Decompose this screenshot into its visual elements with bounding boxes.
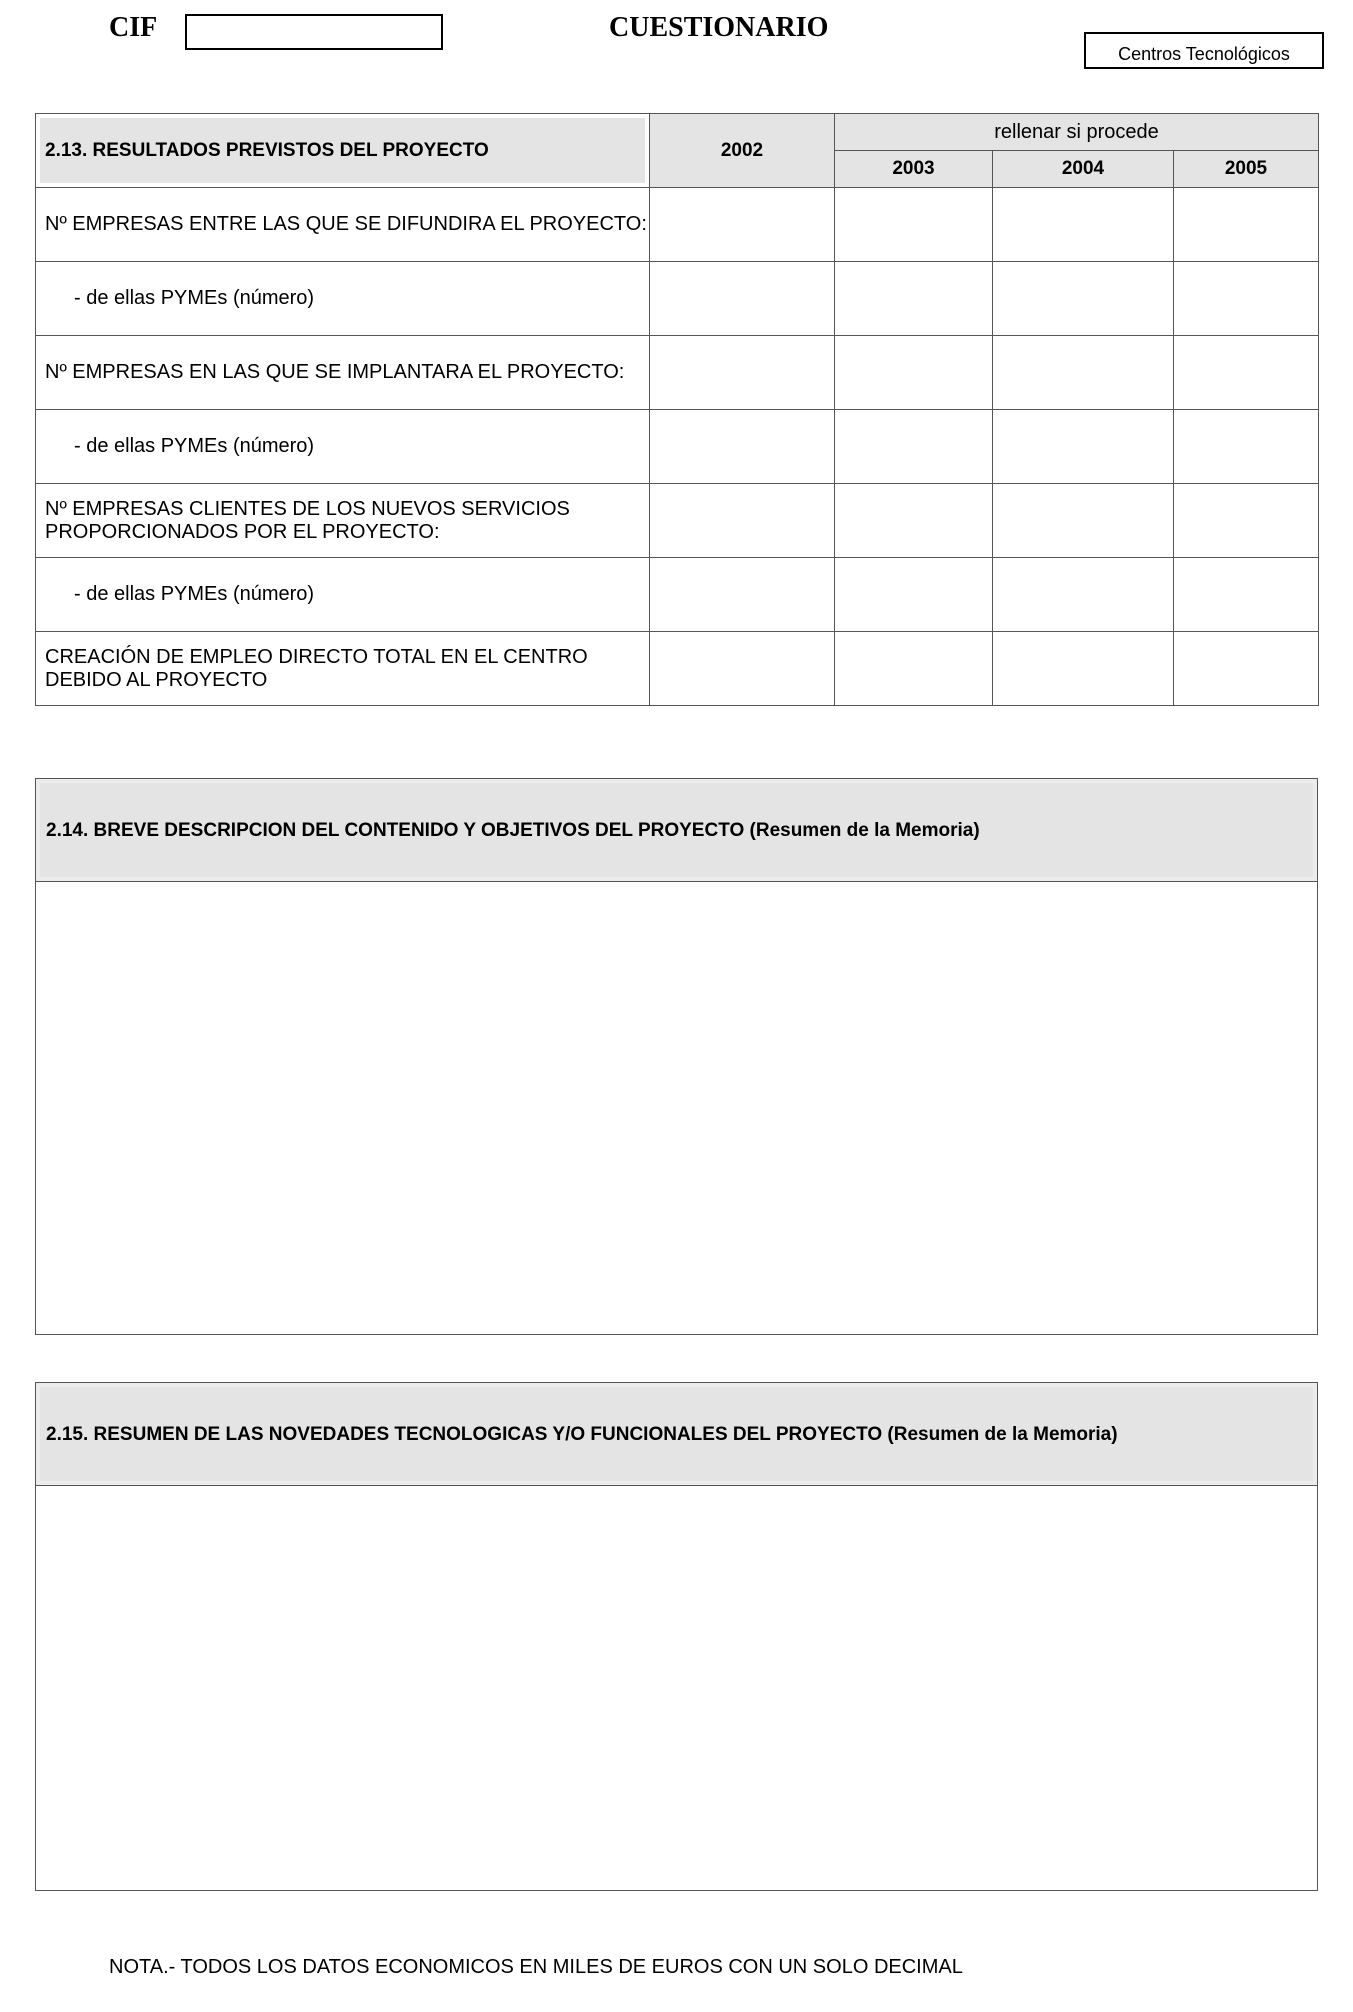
- value-cell[interactable]: [835, 484, 993, 558]
- value-cell[interactable]: [1174, 484, 1319, 558]
- value-cell[interactable]: [993, 484, 1174, 558]
- table-row: [36, 188, 1319, 262]
- value-cell[interactable]: [650, 484, 835, 558]
- novelties-textarea[interactable]: [36, 1486, 1317, 1890]
- row-label: - de ellas PYMEs (número): [36, 262, 650, 336]
- value-cell[interactable]: [993, 410, 1174, 484]
- optional-years-label: rellenar si procede: [835, 114, 1319, 151]
- value-cell[interactable]: [993, 336, 1174, 410]
- year-header: 2003: [835, 151, 993, 188]
- cif-label: CIF: [109, 12, 158, 43]
- section-title: 2.14. BREVE DESCRIPCION DEL CONTENIDO Y OBJETIVOS DEL PROYECTO (Resumen de la Memoria): [36, 779, 1317, 882]
- row-label: - de ellas PYMEs (número): [36, 558, 650, 632]
- value-cell[interactable]: [650, 188, 835, 262]
- row-label: Nº EMPRESAS CLIENTES DE LOS NUEVOS SERVICIOS PROPORCIONADOS POR EL PROYECTO:: [36, 484, 650, 558]
- value-cell[interactable]: [993, 632, 1174, 706]
- document-title: CUESTIONARIO: [609, 12, 829, 43]
- year-header-main: 2002: [650, 114, 835, 188]
- results-table: [35, 113, 1319, 706]
- category-tag: Centros Tecnológicos: [1084, 32, 1324, 69]
- value-cell[interactable]: [835, 262, 993, 336]
- table-row: [36, 558, 1319, 632]
- table-row: [36, 336, 1319, 410]
- footer-note: NOTA.- TODOS LOS DATOS ECONOMICOS EN MILES DE EUROS CON UN SOLO DECIMAL: [109, 1956, 963, 1978]
- value-cell[interactable]: [993, 262, 1174, 336]
- value-cell[interactable]: [1174, 632, 1319, 706]
- value-cell[interactable]: [835, 188, 993, 262]
- year-header: 2005: [1174, 151, 1319, 188]
- section-technological-novelties: [35, 1382, 1318, 1891]
- value-cell[interactable]: [835, 632, 993, 706]
- cif-input[interactable]: [185, 14, 443, 50]
- table-row: [36, 484, 1319, 558]
- year-header: 2004: [993, 151, 1174, 188]
- value-cell[interactable]: [1174, 558, 1319, 632]
- row-label: Nº EMPRESAS ENTRE LAS QUE SE DIFUNDIRA EL PROYECTO:: [36, 188, 650, 262]
- value-cell[interactable]: [993, 558, 1174, 632]
- row-label: Nº EMPRESAS EN LAS QUE SE IMPLANTARA EL PROYECTO:: [36, 336, 650, 410]
- value-cell[interactable]: [650, 410, 835, 484]
- value-cell[interactable]: [835, 410, 993, 484]
- value-cell[interactable]: [650, 336, 835, 410]
- table-row: [36, 262, 1319, 336]
- results-table-title: 2.13. RESULTADOS PREVISTOS DEL PROYECTO: [36, 114, 650, 188]
- section-project-description: [35, 778, 1318, 1335]
- value-cell[interactable]: [1174, 188, 1319, 262]
- value-cell[interactable]: [650, 558, 835, 632]
- section-title: 2.15. RESUMEN DE LAS NOVEDADES TECNOLOGICAS Y/O FUNCIONALES DEL PROYECTO (Resumen de la Memoria): [36, 1383, 1317, 1486]
- value-cell[interactable]: [1174, 336, 1319, 410]
- description-textarea[interactable]: [36, 882, 1317, 1334]
- value-cell[interactable]: [993, 188, 1174, 262]
- value-cell[interactable]: [835, 558, 993, 632]
- value-cell[interactable]: [650, 632, 835, 706]
- value-cell[interactable]: [835, 336, 993, 410]
- value-cell[interactable]: [1174, 262, 1319, 336]
- table-row: [36, 410, 1319, 484]
- value-cell[interactable]: [650, 262, 835, 336]
- row-label: CREACIÓN DE EMPLEO DIRECTO TOTAL EN EL CENTRO DEBIDO AL PROYECTO: [36, 632, 650, 706]
- table-row: [36, 632, 1319, 706]
- value-cell[interactable]: [1174, 410, 1319, 484]
- row-label: - de ellas PYMEs (número): [36, 410, 650, 484]
